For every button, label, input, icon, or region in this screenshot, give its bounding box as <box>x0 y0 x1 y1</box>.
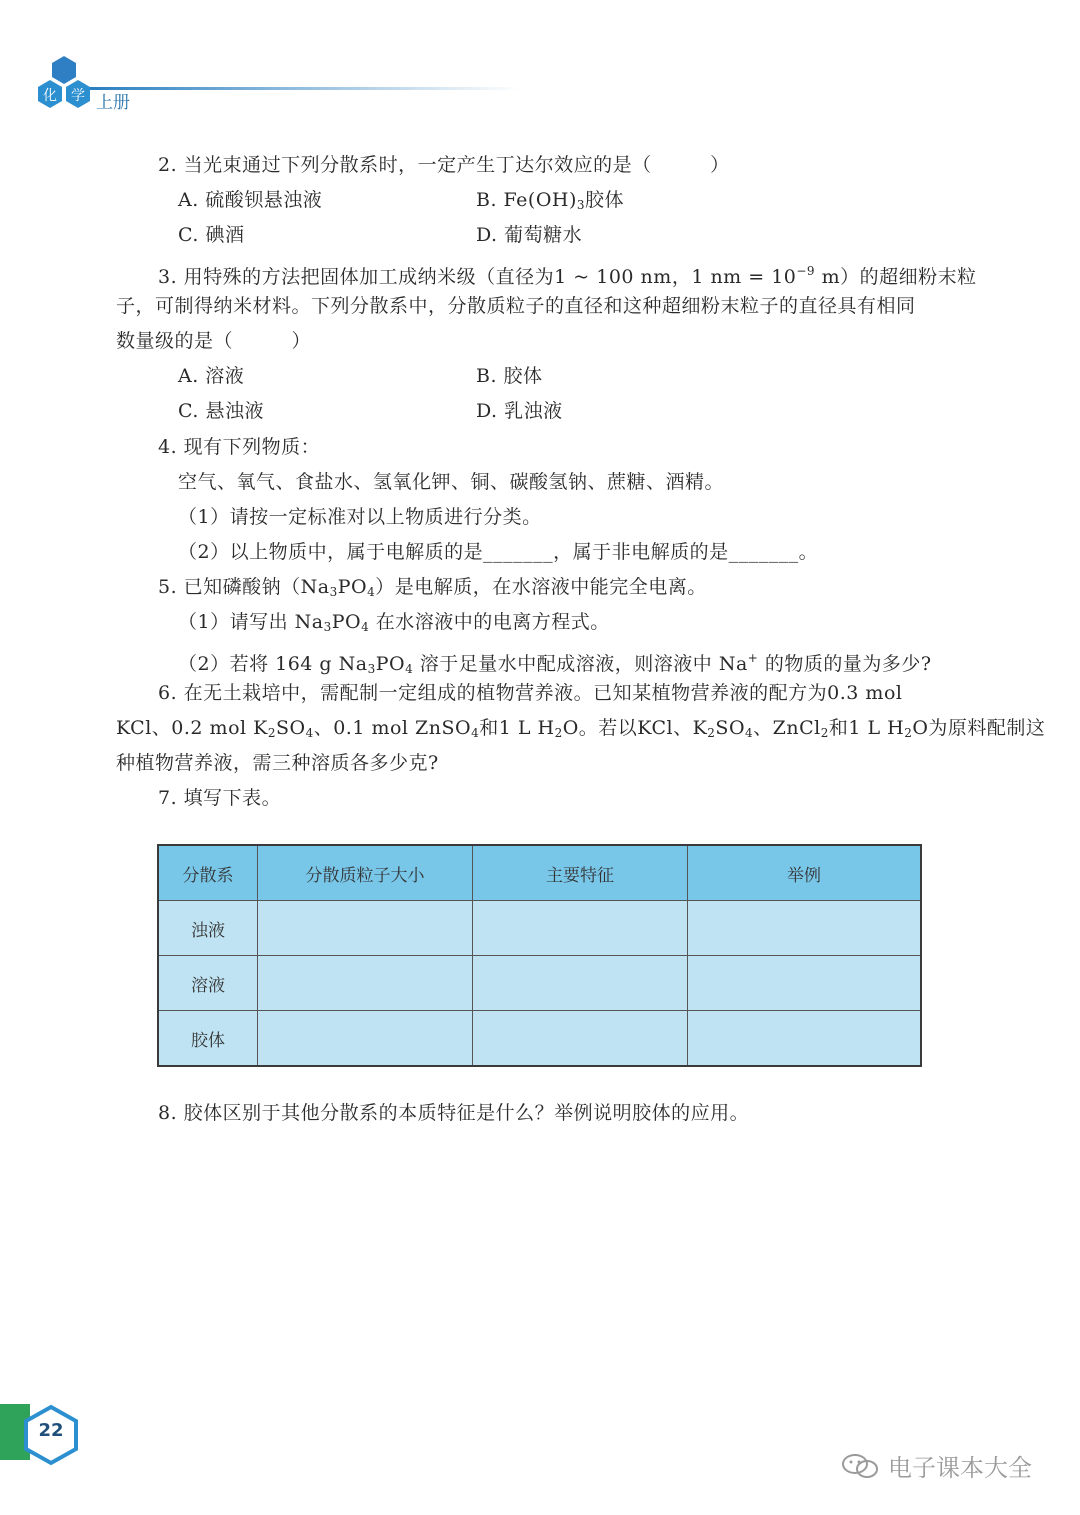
question-4-stem: 4. 现有下列物质： <box>158 435 321 458</box>
question-4-substances: 空气、氧气、食盐水、氢氧化钾、铜、碳酸氢钠、蔗糖、酒精。 <box>178 470 725 493</box>
dispersion-table-wrapper <box>157 844 922 1067</box>
table-cell-blank[interactable] <box>688 956 922 1011</box>
table-row <box>158 1011 921 1067</box>
table-header-row <box>158 845 921 901</box>
question-3-options-cd <box>116 394 966 429</box>
book-volume-label: 上册 <box>96 93 130 113</box>
table-cell-blank[interactable] <box>473 956 688 1011</box>
watermark-text: 电子课本大全 <box>888 1454 1032 1482</box>
table-cell-blank[interactable] <box>258 901 473 956</box>
q3-option-a: A. 溶液 <box>178 365 245 388</box>
question-6-line-3: 种植物营养液，需三种溶质各多少克? <box>116 752 439 775</box>
table-cell-blank[interactable] <box>473 901 688 956</box>
question-6-line-1: 6. 在无土栽培中，需配制一定组成的植物营养液。已知某植物营养液的配方为0.3 mol <box>158 681 903 704</box>
wechat-icon <box>840 1452 880 1480</box>
question-3-line-1: 3. 用特殊的方法把固体加工成纳米级（直径为1 ~ 100 nm，1 nm = $10^{-9}$ m）的超细粉末粒 <box>158 263 977 288</box>
q3-option-d: D. 乳浊液 <box>476 400 563 423</box>
question-6-line-2: KCl、0.2 mol $K_2SO_4$、0.1 mol ZnSO$_4$和1 L $H_2O$。若以KCl、$K_2SO_4$、ZnCl$_2$和1 L $H_2O$为原料配制这 <box>116 717 1046 740</box>
table-row <box>158 956 921 1011</box>
header-particle-size: 分散质粒子大小 <box>258 845 473 901</box>
question-2-options-cd <box>116 218 966 253</box>
table-cell-blank[interactable] <box>473 1011 688 1067</box>
question-2-stem: 2. 当光束通过下列分散系时，一定产生丁达尔效应的是（ ） <box>158 154 730 176</box>
q3-option-c: C. 悬浊液 <box>178 400 264 423</box>
table-cell-blank[interactable] <box>688 901 922 956</box>
question-4-part-2: （2）以上物质中，属于电解质的是_______，属于非电解质的是_______。 <box>178 541 819 564</box>
page-header <box>0 0 1080 120</box>
chemistry-hexagon-logo <box>34 54 94 116</box>
watermark <box>840 1448 1032 1483</box>
row-label-colloid: 胶体 <box>158 1011 258 1067</box>
logo-char-1: 化 <box>43 88 57 104</box>
table-row <box>158 901 921 956</box>
question-5-part-2: （2）若将 164 g $Na_3PO_4$ 溶于足量水中配成溶液，则溶液中 Na+ 的物质的量为多少? <box>178 650 932 676</box>
question-5-part-1: （1）请写出 $Na_3PO_4$ 在水溶液中的电离方程式。 <box>178 611 610 635</box>
question-3-line-2: 子，可制得纳米材料。下列分散系中，分散质粒子的直径和这种超细粉末粒子的直径具有相同 <box>116 294 916 317</box>
table-cell-blank[interactable] <box>258 1011 473 1067</box>
question-4-part-1: （1）请按一定标准对以上物质进行分类。 <box>178 505 542 528</box>
q2-option-c: C. 碘酒 <box>178 224 245 247</box>
row-label-solution: 溶液 <box>158 956 258 1011</box>
header-examples: 举例 <box>688 845 922 901</box>
q2-option-d: D. 葡萄糖水 <box>476 224 583 247</box>
header-dispersion-system: 分散系 <box>158 845 258 901</box>
question-5-stem: 5. 已知磷酸钠$(Na_3PO_4)$是电解质，在水溶液中能完全电离。 <box>158 576 707 600</box>
page-number: 22 <box>38 1420 64 1441</box>
row-label-suspension: 浊液 <box>158 901 258 956</box>
dispersion-system-table <box>157 844 922 1067</box>
question-7-stem: 7. 填写下表。 <box>158 787 282 810</box>
question-2-options-ab <box>116 183 966 218</box>
q3-option-b: B. 胶体 <box>476 365 543 388</box>
q2-option-a: A. 硫酸钡悬浊液 <box>178 189 323 212</box>
question-3-line-3: 数量级的是（ ） <box>116 329 312 352</box>
table-cell-blank[interactable] <box>258 956 473 1011</box>
q2-option-b: B. $Fe(OH)_3$胶体 <box>476 189 625 213</box>
header-divider <box>90 87 520 90</box>
header-main-features: 主要特征 <box>473 845 688 901</box>
question-3-options-ab <box>116 359 966 394</box>
question-8-stem: 8. 胶体区别于其他分散系的本质特征是什么？举例说明胶体的应用。 <box>158 1102 750 1124</box>
table-cell-blank[interactable] <box>688 1011 922 1067</box>
exercise-content <box>116 148 1046 817</box>
logo-char-2: 学 <box>71 88 85 104</box>
